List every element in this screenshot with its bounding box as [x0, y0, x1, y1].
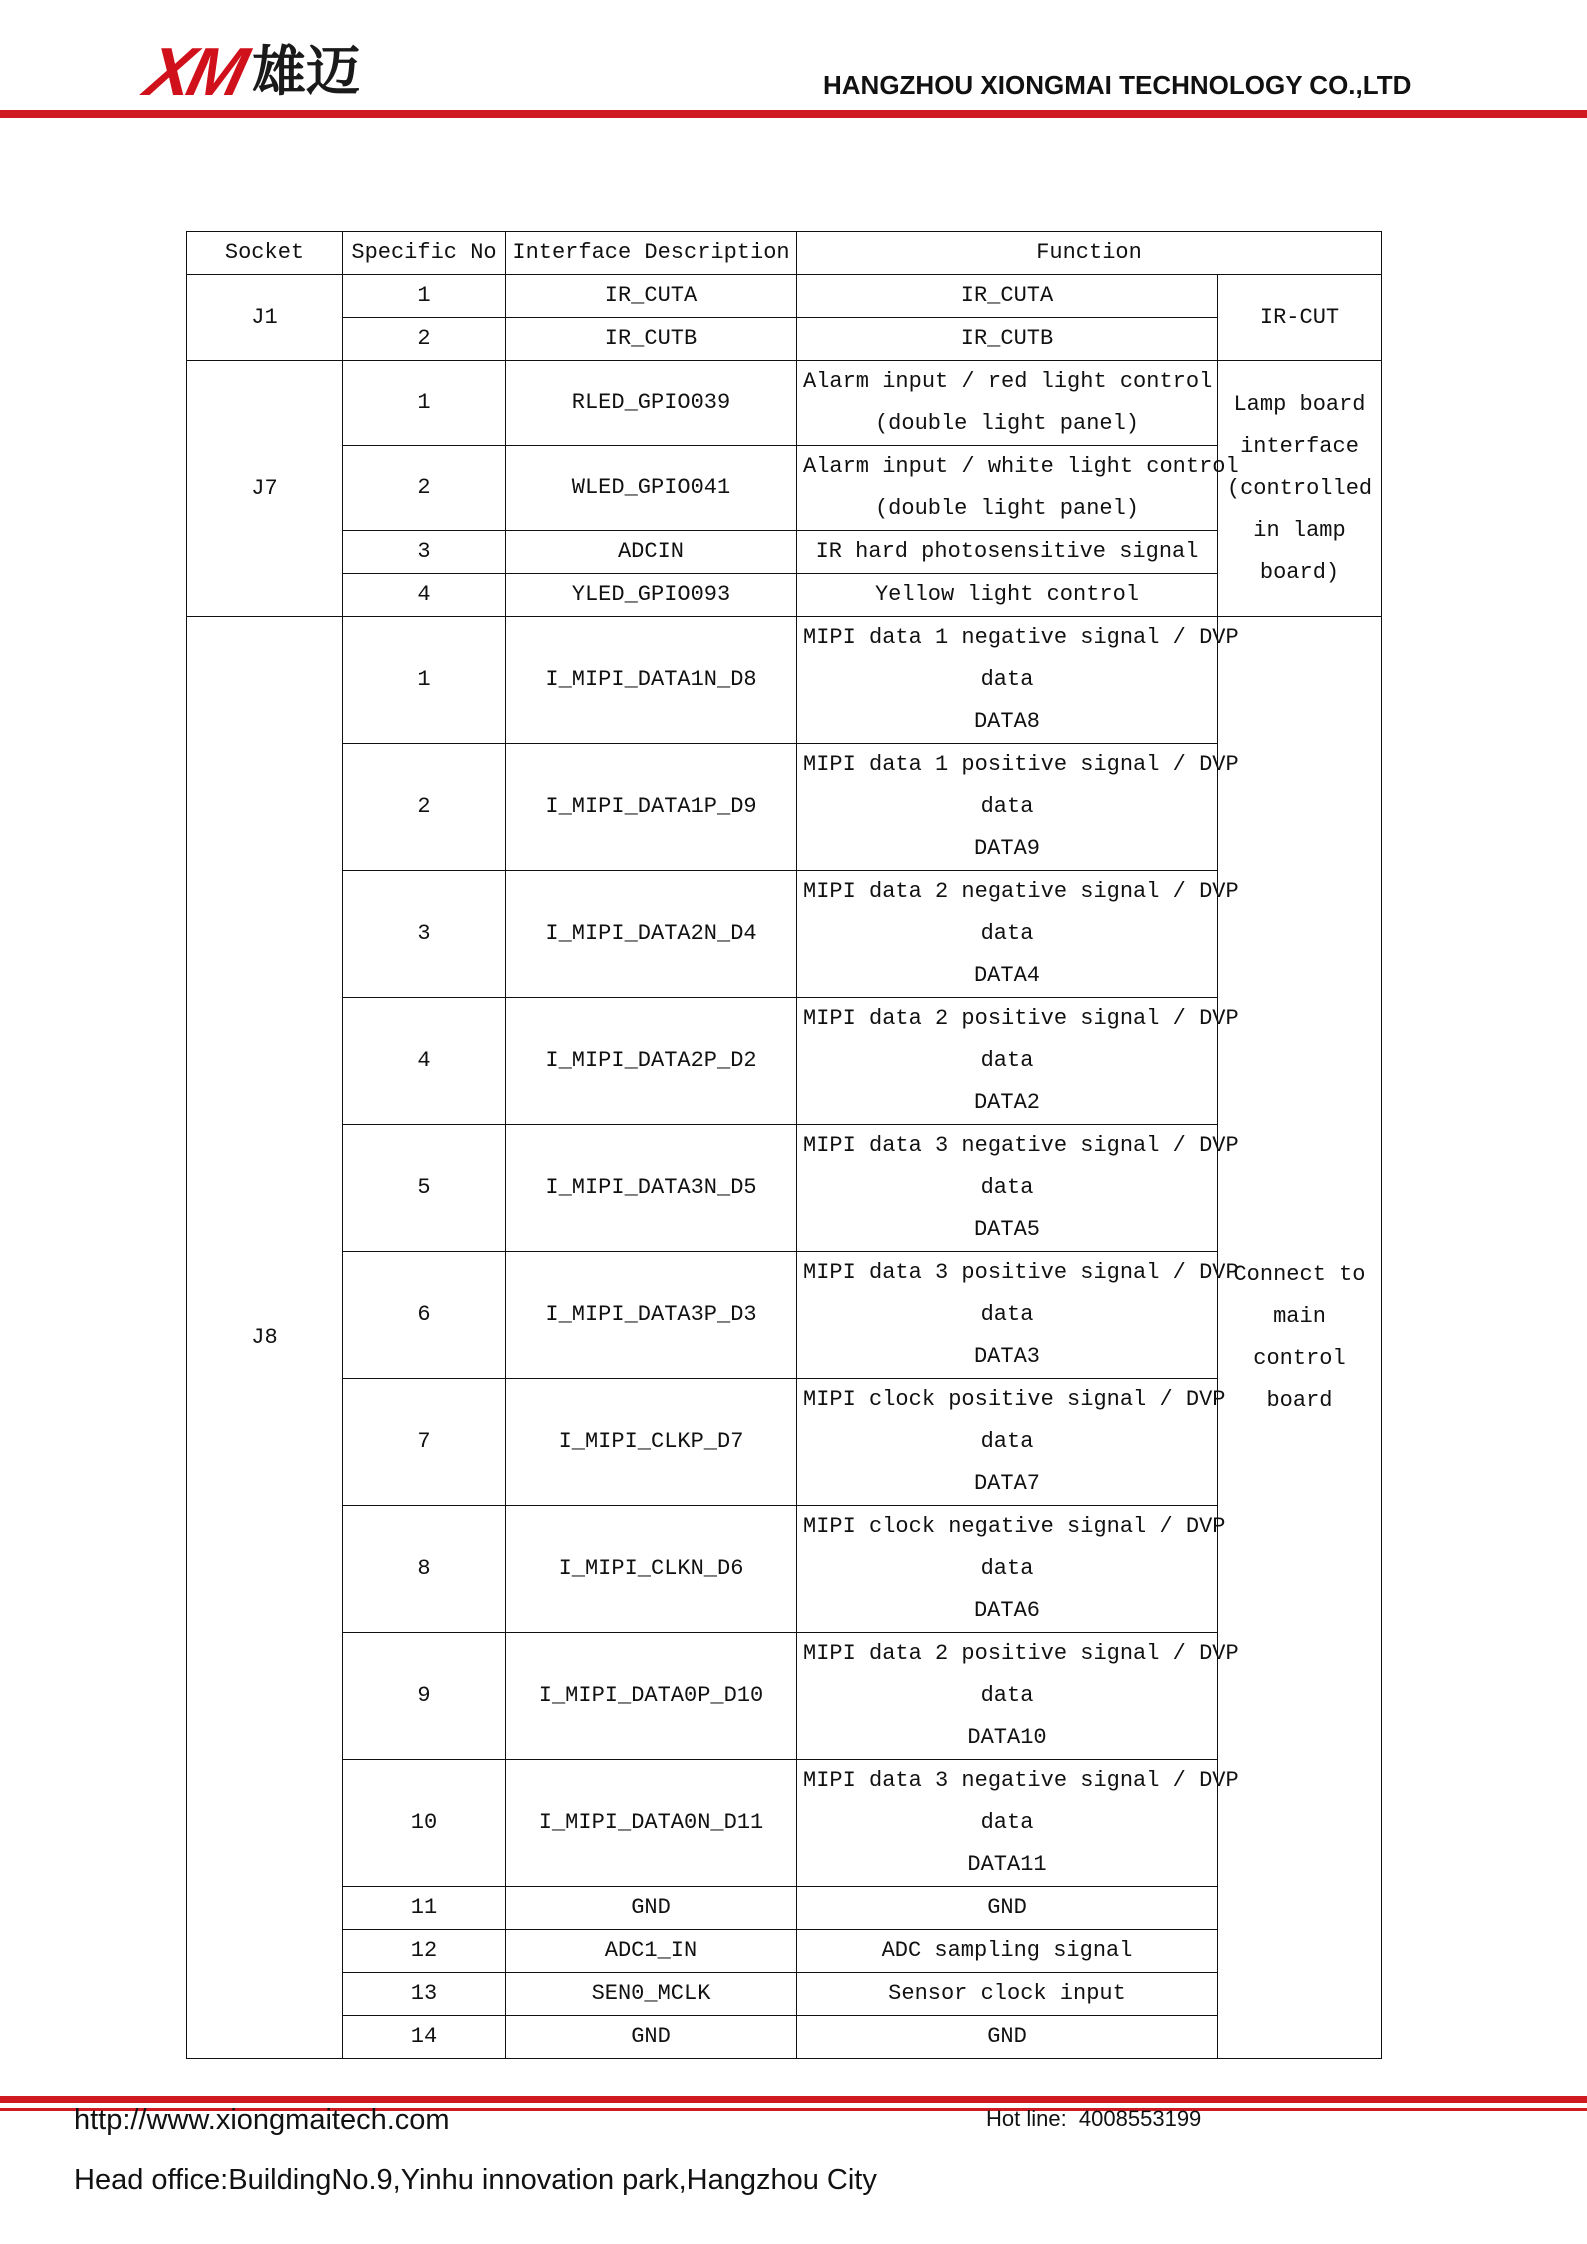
function-group-cell: [1218, 361, 1382, 617]
function-line: Yellow light control: [874, 582, 1140, 607]
interface-description-cell: I_MIPI_DATA0P_D10: [506, 1633, 797, 1760]
interface-description-cell: ADC1_IN: [506, 1930, 797, 1973]
function-group-line: main: [1273, 1303, 1326, 1329]
interface-description-cell: WLED_GPIO041: [506, 446, 797, 531]
specific-no-cell: 7: [343, 1379, 506, 1506]
interface-description-cell: ADCIN: [506, 531, 797, 574]
function-cell: [797, 1930, 1218, 1973]
function-cell: [797, 1973, 1218, 2016]
interface-description-cell: I_MIPI_DATA0N_D11: [506, 1760, 797, 1887]
specific-no-cell: 3: [343, 871, 506, 998]
function-group-line: board): [1259, 559, 1340, 585]
logo-mark: XM: [138, 34, 252, 110]
function-line: GND: [987, 2024, 1027, 2049]
interface-description-cell: I_MIPI_DATA3P_D3: [506, 1252, 797, 1379]
function-line: Sensor clock input: [888, 1981, 1126, 2006]
table-row: [187, 2016, 1382, 2059]
function-cell: [797, 1506, 1226, 1633]
table-row: [187, 1930, 1382, 1973]
specific-no-cell: 6: [343, 1252, 506, 1379]
table-row: [187, 531, 1382, 574]
header-divider: [0, 110, 1587, 118]
specific-no-cell: 1: [343, 275, 506, 318]
interface-description-cell: I_MIPI_DATA1N_D8: [506, 617, 797, 744]
function-line: MIPI data 3 positive signal / DVP: [803, 1260, 1239, 1285]
specific-no-cell: 4: [343, 998, 506, 1125]
function-cell: [797, 617, 1239, 744]
function-group-line: IR-CUT: [1259, 304, 1340, 330]
table-row: [187, 1252, 1382, 1379]
column-header-function: Function: [797, 232, 1382, 275]
column-header-interface-description: Interface Description: [506, 232, 797, 275]
function-cell: [797, 531, 1218, 574]
interface-description-cell: I_MIPI_CLKN_D6: [506, 1506, 797, 1633]
function-line: (double light panel): [874, 411, 1140, 436]
table-row: [187, 1633, 1382, 1760]
website-link[interactable]: http://www.xiongmaitech.com: [74, 2104, 450, 2136]
function-line: DATA9: [973, 836, 1040, 861]
function-line: IR_CUTA: [960, 283, 1054, 308]
company-logo: [138, 34, 360, 110]
column-header-specific-no: Specific No: [343, 232, 506, 275]
function-group-cell: [1218, 617, 1382, 2059]
function-line: DATA8: [973, 709, 1040, 734]
function-cell: [797, 1379, 1226, 1506]
function-cell: [797, 1633, 1239, 1760]
table-row: [187, 1887, 1382, 1930]
function-cell: [797, 361, 1218, 446]
socket-cell: J1: [187, 275, 343, 361]
specific-no-cell: 11: [343, 1887, 506, 1930]
interface-description-cell: I_MIPI_CLKP_D7: [506, 1379, 797, 1506]
interface-description-cell: RLED_GPIO039: [506, 361, 797, 446]
function-line: data: [980, 794, 1034, 819]
table-row: [187, 446, 1382, 531]
logo-chinese-name: 雄迈: [252, 40, 360, 103]
function-line: MIPI data 2 positive signal / DVP: [803, 1006, 1239, 1031]
function-group-line: in lamp: [1253, 517, 1346, 543]
function-line: MIPI clock negative signal / DVP: [803, 1514, 1226, 1539]
function-group-line: control: [1253, 1345, 1346, 1371]
table-row: [187, 318, 1382, 361]
function-cell: [797, 318, 1218, 361]
specific-no-cell: 1: [343, 361, 506, 446]
function-line: DATA11: [967, 1852, 1047, 1877]
function-cell: [797, 1125, 1239, 1252]
interface-description-cell: I_MIPI_DATA3N_D5: [506, 1125, 797, 1252]
table-row: [187, 871, 1382, 998]
function-group-line: Connect to: [1233, 1261, 1366, 1287]
function-cell: [797, 275, 1218, 318]
head-office-address: Head office:BuildingNo.9,Yinhu innovation park,Hangzhou City: [74, 2164, 877, 2196]
interface-description-cell: IR_CUTB: [506, 318, 797, 361]
function-cell: [797, 2016, 1218, 2059]
table-header-row: [187, 232, 1382, 275]
interface-description-cell: YLED_GPIO093: [506, 574, 797, 617]
function-line: IR hard photosensitive signal: [815, 539, 1199, 564]
function-line: MIPI data 3 negative signal / DVP: [803, 1768, 1239, 1793]
interface-description-cell: I_MIPI_DATA2N_D4: [506, 871, 797, 998]
function-line: DATA7: [973, 1471, 1040, 1496]
specific-no-cell: 1: [343, 617, 506, 744]
interface-table: [186, 231, 1382, 2059]
table-row: [187, 1506, 1382, 1633]
specific-no-cell: 2: [343, 318, 506, 361]
table-row: [187, 361, 1382, 446]
function-line: data: [980, 1175, 1034, 1200]
function-cell: [797, 1887, 1218, 1930]
function-line: data: [980, 1556, 1034, 1581]
function-line: MIPI clock positive signal / DVP: [803, 1387, 1226, 1412]
function-group-line: interface: [1240, 433, 1359, 459]
socket-cell: J8: [187, 617, 343, 2059]
table-row: [187, 1973, 1382, 2016]
table-row: [187, 998, 1382, 1125]
specific-no-cell: 8: [343, 1506, 506, 1633]
table-row: [187, 1760, 1382, 1887]
function-group-line: (controlled: [1226, 475, 1373, 501]
specific-no-cell: 10: [343, 1760, 506, 1887]
function-line: MIPI data 3 negative signal / DVP: [803, 1133, 1239, 1158]
function-line: data: [980, 667, 1034, 692]
function-line: DATA6: [973, 1598, 1040, 1623]
function-line: MIPI data 1 negative signal / DVP: [803, 625, 1239, 650]
function-line: data: [980, 921, 1034, 946]
function-line: data: [980, 1683, 1034, 1708]
function-cell: [797, 871, 1239, 998]
function-line: Alarm input / red light control: [803, 369, 1213, 394]
function-line: IR_CUTB: [960, 326, 1054, 351]
table-row: [187, 574, 1382, 617]
interface-description-cell: GND: [506, 2016, 797, 2059]
function-cell: [797, 1760, 1239, 1887]
function-line: DATA3: [973, 1344, 1040, 1369]
interface-description-cell: GND: [506, 1887, 797, 1930]
function-group-line: Lamp board: [1233, 391, 1366, 417]
table-row: [187, 1379, 1382, 1506]
function-line: DATA4: [973, 963, 1040, 988]
function-line: MIPI data 1 positive signal / DVP: [803, 752, 1239, 777]
table-row: [187, 744, 1382, 871]
specific-no-cell: 3: [343, 531, 506, 574]
function-line: DATA10: [967, 1725, 1047, 1750]
function-cell: [797, 744, 1239, 871]
specific-no-cell: 14: [343, 2016, 506, 2059]
function-line: MIPI data 2 negative signal / DVP: [803, 879, 1239, 904]
function-line: DATA5: [973, 1217, 1040, 1242]
function-cell: [797, 1252, 1239, 1379]
function-cell: [797, 574, 1218, 617]
function-cell: [797, 446, 1239, 531]
function-line: (double light panel): [874, 496, 1140, 521]
function-cell: [797, 998, 1239, 1125]
function-line: data: [980, 1429, 1034, 1454]
function-line: MIPI data 2 positive signal / DVP: [803, 1641, 1239, 1666]
function-group-cell: [1218, 275, 1382, 361]
interface-description-cell: SEN0_MCLK: [506, 1973, 797, 2016]
specific-no-cell: 13: [343, 1973, 506, 2016]
function-line: data: [980, 1048, 1034, 1073]
table-row: [187, 275, 1382, 318]
specific-no-cell: 12: [343, 1930, 506, 1973]
specific-no-cell: 9: [343, 1633, 506, 1760]
footer-divider-thick: [0, 2096, 1587, 2103]
function-line: ADC sampling signal: [881, 1938, 1133, 1963]
interface-description-cell: I_MIPI_DATA2P_D2: [506, 998, 797, 1125]
function-group-line: board: [1266, 1387, 1333, 1413]
function-line: GND: [987, 1895, 1027, 1920]
hotline: Hot line: 4008553199: [986, 2106, 1202, 2131]
specific-no-cell: 5: [343, 1125, 506, 1252]
function-line: Alarm input / white light control: [803, 454, 1239, 479]
interface-description-cell: IR_CUTA: [506, 275, 797, 318]
specific-no-cell: 2: [343, 446, 506, 531]
function-line: data: [980, 1302, 1034, 1327]
specific-no-cell: 2: [343, 744, 506, 871]
interface-description-cell: I_MIPI_DATA1P_D9: [506, 744, 797, 871]
function-line: data: [980, 1810, 1034, 1835]
company-name: HANGZHOU XIONGMAI TECHNOLOGY CO.,LTD: [823, 70, 1412, 100]
specific-no-cell: 4: [343, 574, 506, 617]
function-line: DATA2: [973, 1090, 1040, 1115]
socket-cell: J7: [187, 361, 343, 617]
table-row: [187, 617, 1382, 744]
table-row: [187, 1125, 1382, 1252]
column-header-socket: Socket: [187, 232, 343, 275]
